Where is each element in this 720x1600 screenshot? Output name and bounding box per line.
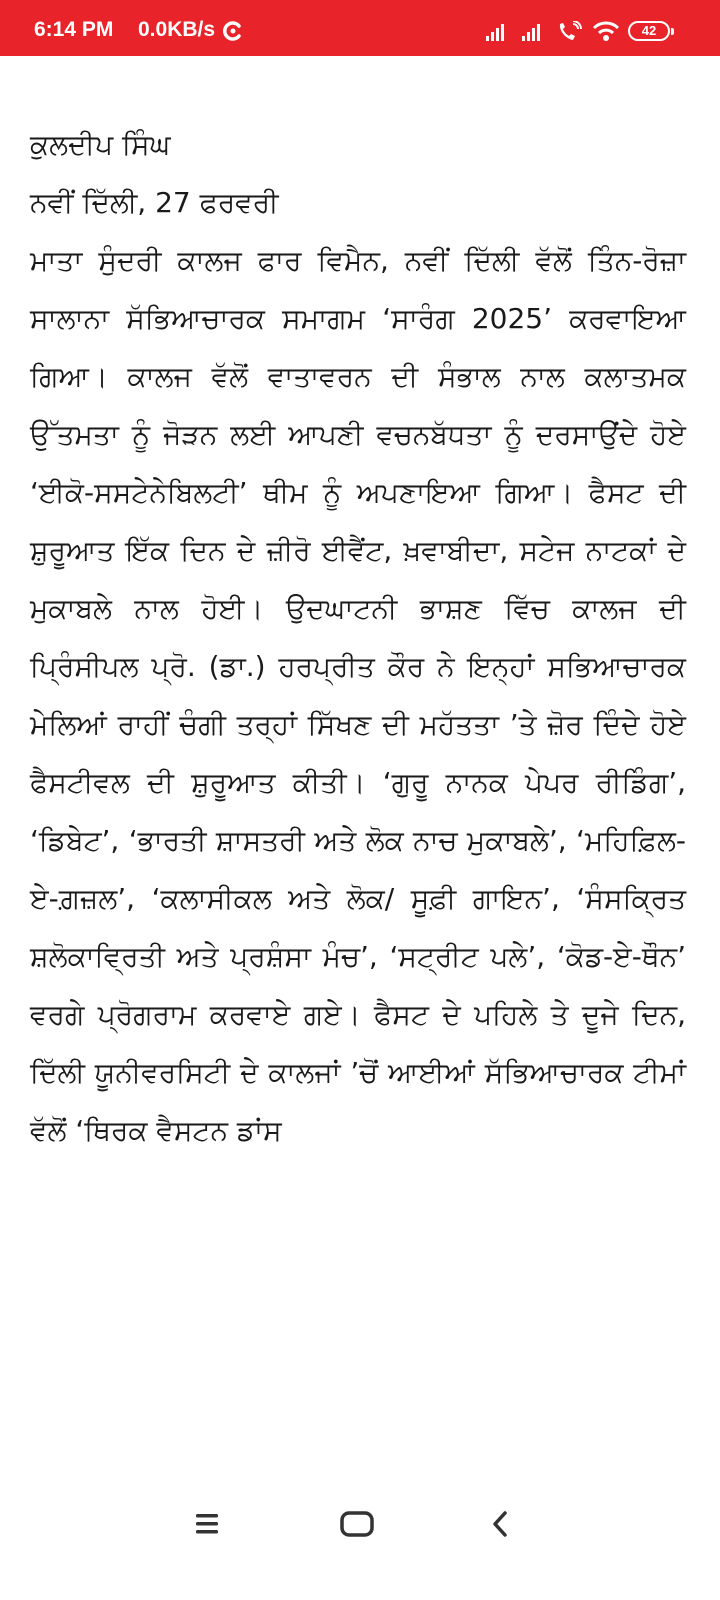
- home-button[interactable]: [328, 1504, 388, 1544]
- navigation-bar: [0, 1474, 720, 1600]
- menu-icon: [178, 1504, 238, 1544]
- status-time: 6:14 PM: [34, 18, 114, 41]
- article-body: ਮਾਤਾ ਸੁੰਦਰੀ ਕਾਲਜ ਫਾਰ ਵਿਮੈਨ, ਨਵੀਂ ਦਿੱਲੀ ਵੱਲੋਂ ਤਿੰਨ-ਰੋਜ਼ਾ ਸਾਲਾਨਾ ਸੱਭਿਆਚਾਰਕ ਸਮਾਗਮ ‘ਸਾਰੰਗ 2025’ ਕਰਵਾਇਆ ਗਿਆ। ਕਾਲਜ ਵੱਲੋਂ ਵਾਤਾਵਰਨ ਦੀ ਸੰਭਾਲ ਨਾਲ ਕਲਾਤਮਕ ਉੱਤਮਤਾ ਨੂੰ ਜੋੜਨ ਲਈ ਆਪਣੀ ਵਚਨਬੱਧਤਾ ਨੂੰ ਦਰਸਾਉਂਦੇ ਹੋਏ ‘ਈਕੋ-ਸਸਟੇਨੇਬਿਲਟੀ’ ਥੀਮ ਨੂੰ ਅਪਣਾਇਆ ਗਿਆ। ਫੈਸਟ ਦੀ ਸ਼ੁਰੂਆਤ ਇੱਕ ਦਿਨ ਦੇ ਜ਼ੀਰੋ ਈਵੈਂਟ, ਖ਼ਵਾਬੀਦਾ, ਸਟੇਜ ਨਾਟਕਾਂ ਦੇ ਮੁਕਾਬਲੇ ਨਾਲ ਹੋਈ। ਉਦਘਾਟਨੀ ਭਾਸ਼ਣ ਵਿੱਚ ਕਾਲਜ ਦੀ ਪ੍ਰਿੰਸੀਪਲ ਪ੍ਰੋ. (ਡਾ.) ਹਰਪ੍ਰੀਤ ਕੌਰ ਨੇ ਇਨ੍ਹਾਂ ਸਭਿਆਚਾਰਕ ਮੇਲਿਆਂ ਰਾਹੀਂ ਚੰਗੀ ਤਰ੍ਹਾਂ ਸਿੱਖਣ ਦੀ ਮਹੱਤਤਾ ’ਤੇ ਜ਼ੋਰ ਦਿੰਦੇ ਹੋਏ ਫੈਸਟੀਵਲ ਦੀ ਸ਼ੁਰੂਆਤ ਕੀਤੀ। ‘ਗੁਰੂ ਨਾਨਕ ਪੇਪਰ ਰੀਡਿੰਗ’, ‘ਡਿਬੇਟ’, ‘ਭਾਰਤੀ ਸ਼ਾਸਤਰੀ ਅਤੇ ਲੋਕ ਨਾਚ ਮੁਕਾਬਲੇ’, ‘ਮਹਿਫ਼ਿਲ-ਏ-ਗ਼ਜ਼ਲ’, ‘ਕਲਾਸੀਕਲ ਅਤੇ ਲੋਕ/ ਸੂਫ਼ੀ ਗਾਇਨ’, ‘ਸੰਸਕ੍ਰਿਤ ਸ਼ਲੋਕਾਵ੍ਰਿਤੀ ਅਤੇ ਪ੍ਰਸ਼ੰਸਾ ਮੰਚ’, ‘ਸਟ੍ਰੀਟ ਪਲੇ’, ‘ਕੋਡ-ਏ-ਥੌਨ’ ਵਰਗੇ ਪ੍ਰੋਗਰਾਮ ਕਰਵਾਏ ਗਏ। ਫੈਸਟ ਦੇ ਪਹਿਲੇ ਤੇ ਦੂਜੇ ਦਿਨ, ਦਿੱਲੀ ਯੂਨੀਵਰਸਿਟੀ ਦੇ ਕਾਲਜਾਂ ’ਚੋਂ ਆਈਆਂ ਸੱਭਿਆਚਾਰਕ ਟੀਮਾਂ ਵੱਲੋਂ ‘ਥਿਰਕ ਵੈਸਟਨ ਡਾਂਸ: [30, 244, 686, 1147]
- signal-icon: [522, 22, 548, 46]
- wifi-icon: [592, 20, 620, 46]
- article: [30, 116, 686, 1160]
- article-view[interactable]: [0, 56, 720, 1474]
- dateline: ਨਵੀਂ ਦਿੱਲੀ, 27 ਫਰਵਰੀ: [30, 186, 279, 219]
- home-icon: [328, 1504, 388, 1544]
- status-bar: [0, 0, 720, 56]
- recent-apps-button[interactable]: [178, 1504, 238, 1544]
- battery-indicator: 42: [628, 21, 670, 41]
- author-name: ਕੁਲਦੀਪ ਸਿੰਘ: [30, 128, 171, 161]
- wifi-calling-icon: [556, 21, 582, 47]
- network-speed: 0.0KB/s: [138, 18, 216, 41]
- back-icon: [474, 1504, 534, 1544]
- back-button[interactable]: [474, 1504, 534, 1544]
- sync-icon: [222, 20, 244, 46]
- signal-icon: [486, 22, 512, 46]
